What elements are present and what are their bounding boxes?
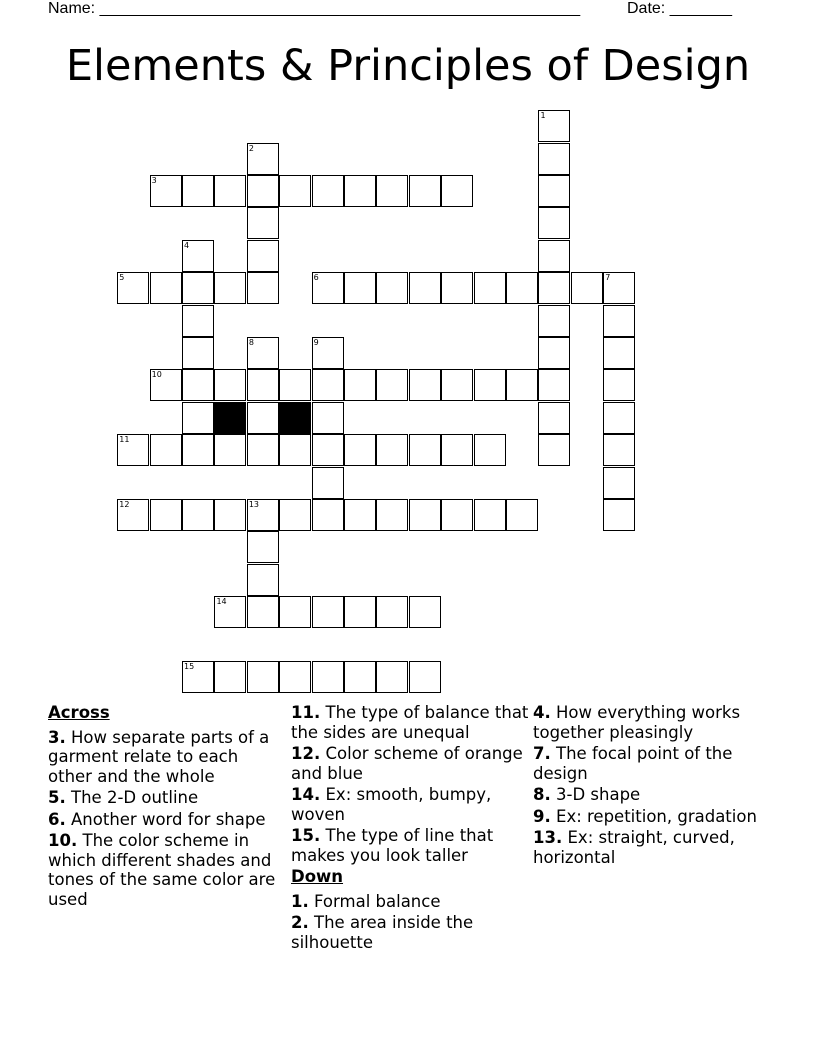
grid-cell[interactable] (279, 175, 311, 207)
across-heading: Across (48, 703, 110, 722)
grid-cell[interactable] (603, 369, 635, 401)
clue-down (533, 828, 773, 867)
grid-cell[interactable] (409, 175, 441, 207)
grid-cell[interactable] (247, 143, 279, 175)
grid-cell[interactable] (150, 175, 182, 207)
grid-cell[interactable] (247, 564, 279, 596)
cell-number: 5 (119, 273, 125, 283)
grid-cell[interactable] (247, 661, 279, 693)
clue-column-1 (48, 703, 284, 911)
grid-cell[interactable] (182, 369, 214, 401)
clue-number: 7 . (533, 744, 551, 763)
grid-cell[interactable] (474, 369, 506, 401)
page-title: Elements & Principles of Design (65, 41, 751, 91)
clue-across (291, 785, 531, 824)
grid-cell[interactable] (247, 499, 279, 531)
grid-cell[interactable] (279, 369, 311, 401)
grid-cell[interactable] (409, 661, 441, 693)
grid-cell[interactable] (279, 499, 311, 531)
grid-cell[interactable] (247, 272, 279, 304)
cell-number: 10 (151, 370, 162, 380)
cell-number: 9 (313, 338, 319, 348)
cell-number: 6 (313, 273, 319, 283)
clue-number: 5 . (48, 788, 66, 807)
grid-cell[interactable] (376, 272, 408, 304)
grid-cell[interactable] (344, 434, 376, 466)
grid-cell[interactable] (182, 402, 214, 434)
clue-number: 2 . (291, 913, 309, 932)
clue-number: 4 . (533, 703, 551, 722)
grid-cell[interactable] (312, 337, 344, 369)
grid-cell[interactable] (538, 434, 570, 466)
grid-cell[interactable] (474, 499, 506, 531)
grid-cell[interactable] (182, 434, 214, 466)
grid-cell[interactable] (312, 499, 344, 531)
clue-across (291, 703, 531, 742)
grid-cell[interactable] (441, 175, 473, 207)
grid-cell[interactable] (538, 240, 570, 272)
grid-cell[interactable] (538, 402, 570, 434)
grid-cell[interactable] (214, 369, 246, 401)
grid-cell[interactable] (214, 596, 246, 628)
grid-cell[interactable] (214, 499, 246, 531)
grid-cell[interactable] (182, 175, 214, 207)
grid-cell[interactable] (506, 369, 538, 401)
grid-cell[interactable] (182, 272, 214, 304)
cell-number: 2 (248, 143, 254, 153)
clue-across (291, 826, 531, 865)
name-field[interactable]: Name: ______________________________________________________ (48, 0, 581, 17)
clue-down (291, 892, 531, 912)
grid-cell[interactable] (247, 434, 279, 466)
grid-cell[interactable] (506, 499, 538, 531)
grid-cell[interactable] (376, 661, 408, 693)
grid-cell[interactable] (214, 175, 246, 207)
grid-cell[interactable] (538, 272, 570, 304)
grid-cell[interactable] (538, 207, 570, 239)
grid-cell[interactable] (409, 369, 441, 401)
grid-cell[interactable] (182, 661, 214, 693)
clue-down (533, 744, 773, 783)
grid-cell[interactable] (214, 272, 246, 304)
clue-number: 6 . (48, 810, 66, 829)
grid-cell[interactable] (441, 369, 473, 401)
grid-cell[interactable] (312, 661, 344, 693)
grid-cell[interactable] (312, 369, 344, 401)
down-heading: Down (291, 867, 344, 886)
clue-number: 9 . (533, 807, 551, 826)
cell-number: 3 (151, 176, 157, 186)
grid-cell[interactable] (441, 434, 473, 466)
grid-cell[interactable] (279, 661, 311, 693)
grid-cell[interactable] (538, 369, 570, 401)
grid-cell[interactable] (538, 110, 570, 142)
grid-cell[interactable] (312, 434, 344, 466)
cell-number: 7 (605, 273, 611, 283)
clue-text: Ex: repetition, gradation (556, 806, 757, 826)
grid-cell[interactable] (247, 596, 279, 628)
grid-cell[interactable] (376, 369, 408, 401)
grid-cell[interactable] (344, 175, 376, 207)
clue-down (533, 703, 773, 742)
grid-cell[interactable] (409, 434, 441, 466)
grid-cell[interactable] (117, 272, 149, 304)
grid-cell[interactable] (150, 499, 182, 531)
grid-cell[interactable] (312, 175, 344, 207)
clue-number: 12 . (291, 744, 320, 763)
cell-number: 8 (248, 338, 254, 348)
black-cell (279, 402, 311, 434)
clue-text: The focal point of the design (533, 744, 733, 783)
grid-cell[interactable] (603, 337, 635, 369)
grid-cell[interactable] (538, 143, 570, 175)
black-cell (214, 402, 246, 434)
grid-cell[interactable] (312, 596, 344, 628)
grid-cell[interactable] (344, 661, 376, 693)
grid-cell[interactable] (376, 434, 408, 466)
grid-cell[interactable] (214, 434, 246, 466)
grid-cell[interactable] (603, 305, 635, 337)
clue-number: 11 . (291, 703, 320, 722)
clue-number: 13 . (533, 828, 562, 847)
clue-text: How everything works together pleasingly (533, 703, 741, 742)
grid-cell[interactable] (117, 434, 149, 466)
grid-cell[interactable] (247, 207, 279, 239)
grid-cell[interactable] (247, 337, 279, 369)
grid-cell[interactable] (603, 467, 635, 499)
grid-cell[interactable] (474, 434, 506, 466)
clue-text: The color scheme in which different shades and tones of the same color are used (48, 831, 276, 909)
grid-cell[interactable] (247, 369, 279, 401)
grid-cell[interactable] (344, 596, 376, 628)
grid-cell[interactable] (474, 272, 506, 304)
grid-cell[interactable] (409, 596, 441, 628)
clue-number: 8 . (533, 785, 551, 804)
grid-cell[interactable] (571, 272, 603, 304)
grid-cell[interactable] (182, 240, 214, 272)
grid-cell[interactable] (247, 240, 279, 272)
cell-number: 12 (119, 500, 130, 510)
clue-text: Another word for shape (71, 809, 266, 829)
grid-cell[interactable] (538, 305, 570, 337)
clue-down (291, 913, 531, 952)
cell-number: 11 (119, 435, 130, 445)
grid-cell[interactable] (538, 337, 570, 369)
clue-text: How separate parts of a garment relate to each other and the whole (48, 727, 270, 786)
grid-cell[interactable] (409, 272, 441, 304)
clue-text: Ex: straight, curved, horizontal (533, 828, 735, 867)
cell-number: 4 (184, 240, 190, 250)
clue-number: 1 . (291, 892, 309, 911)
clue-down (533, 807, 773, 827)
cell-number: 14 (216, 597, 227, 607)
cell-number: 15 (184, 662, 195, 672)
clue-number: 15 . (291, 826, 320, 845)
grid-cell[interactable] (150, 272, 182, 304)
grid-cell[interactable] (376, 175, 408, 207)
clue-text: The type of line that makes you look taller (291, 826, 494, 865)
clue-text: The 2-D outline (71, 788, 199, 807)
grid-cell[interactable] (344, 369, 376, 401)
grid-cell[interactable] (312, 272, 344, 304)
clue-across (48, 831, 284, 909)
grid-cell[interactable] (214, 661, 246, 693)
clue-column-2 (291, 703, 531, 954)
grid-cell[interactable] (506, 272, 538, 304)
clue-column-3 (533, 703, 773, 869)
clue-across (291, 744, 531, 783)
grid-cell[interactable] (312, 402, 344, 434)
grid-cell[interactable] (312, 467, 344, 499)
grid-cell[interactable] (117, 499, 149, 531)
grid-cell[interactable] (603, 272, 635, 304)
grid-cell[interactable] (247, 402, 279, 434)
grid-cell[interactable] (247, 531, 279, 563)
clue-text: Color scheme of orange and blue (291, 744, 523, 783)
grid-cell[interactable] (150, 434, 182, 466)
grid-cell[interactable] (279, 596, 311, 628)
grid-cell[interactable] (376, 499, 408, 531)
clue-number: 3 . (48, 728, 66, 747)
grid-cell[interactable] (441, 499, 473, 531)
grid-cell[interactable] (441, 272, 473, 304)
clue-text: Ex: smooth, bumpy, woven (291, 785, 492, 824)
grid-cell[interactable] (603, 434, 635, 466)
clue-number: 10 . (48, 831, 77, 850)
grid-cell[interactable] (344, 272, 376, 304)
grid-cell[interactable] (538, 175, 570, 207)
clue-number: 14 . (291, 785, 320, 804)
cell-number: 1 (540, 111, 546, 121)
grid-cell[interactable] (182, 499, 214, 531)
grid-cell[interactable] (279, 434, 311, 466)
grid-cell[interactable] (603, 402, 635, 434)
cell-number: 13 (248, 500, 260, 510)
grid-cell[interactable] (409, 499, 441, 531)
date-field[interactable]: Date: _______ (627, 0, 732, 17)
clue-across (48, 788, 284, 808)
grid-cell[interactable] (182, 337, 214, 369)
clue-text: The type of balance that the sides are unequal (291, 703, 529, 742)
clue-text: 3-D shape (556, 785, 641, 804)
grid-cell[interactable] (182, 305, 214, 337)
clue-down (533, 785, 773, 805)
clue-across (48, 810, 284, 830)
grid-cell[interactable] (247, 175, 279, 207)
clue-text: The area inside the silhouette (291, 913, 474, 952)
clue-text: Formal balance (314, 891, 441, 911)
grid-cell[interactable] (344, 499, 376, 531)
grid-cell[interactable] (150, 369, 182, 401)
grid-cell[interactable] (376, 596, 408, 628)
clue-across (48, 728, 284, 787)
grid-cell[interactable] (603, 499, 635, 531)
